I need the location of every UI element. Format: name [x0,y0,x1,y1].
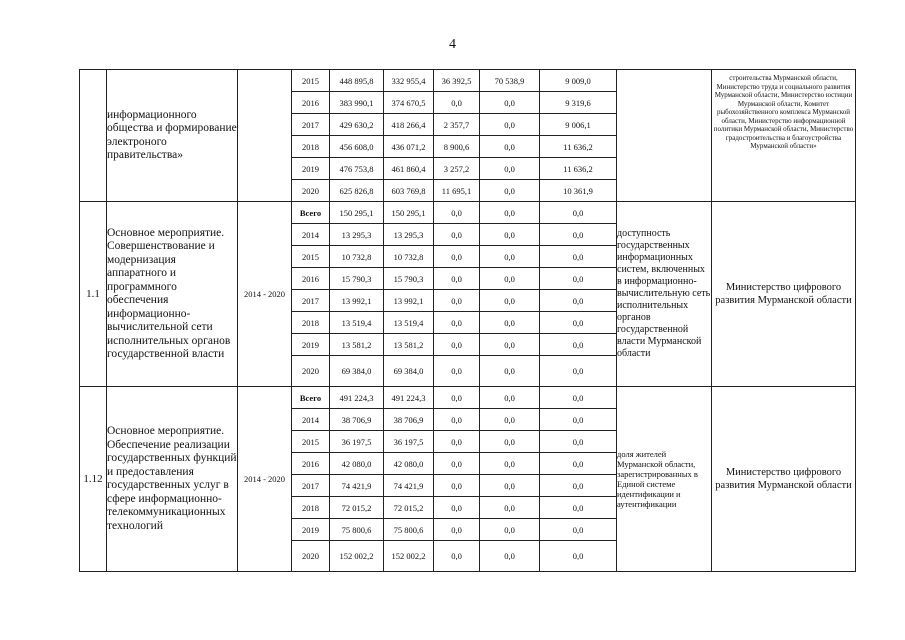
year-cell: 2019 [292,519,330,541]
value-cell: 0,0 [540,268,617,290]
value-cell: 0,0 [540,475,617,497]
value-cell: 0,0 [434,475,480,497]
value-cell: 0,0 [540,497,617,519]
value-cell: 72 015,2 [384,497,434,519]
value-cell: 0,0 [540,202,617,224]
value-cell: 0,0 [434,334,480,356]
value-cell: 75 800,6 [330,519,384,541]
row-number: 1.12 [80,387,107,572]
value-cell: 13 581,2 [330,334,384,356]
value-cell: 0,0 [480,268,540,290]
value-cell: 74 421,9 [384,475,434,497]
year-cell: Всего [292,202,330,224]
period-cell: 2014 - 2020 [238,387,292,572]
value-cell: 0,0 [480,541,540,572]
value-cell: 11 695,1 [434,180,480,202]
year-cell: 2017 [292,290,330,312]
value-cell: 0,0 [480,431,540,453]
value-cell: 38 706,9 [384,409,434,431]
value-cell: 0,0 [480,136,540,158]
value-cell: 36 197,5 [330,431,384,453]
value-cell: 0,0 [480,290,540,312]
value-cell: 3 257,2 [434,158,480,180]
year-cell: 2015 [292,246,330,268]
value-cell: 461 860,4 [384,158,434,180]
value-cell: 0,0 [434,202,480,224]
value-cell: 383 990,1 [330,92,384,114]
value-cell: 0,0 [540,409,617,431]
value-cell: 0,0 [540,246,617,268]
responsible-cell: Министерство цифрового развития Мурманской области [712,202,856,387]
year-cell: 2016 [292,453,330,475]
period-cell [238,70,292,202]
table-row [80,387,856,409]
value-cell: 70 538,9 [480,70,540,92]
responsible-cell: Министерство цифрового развития Мурманской области [712,387,856,572]
value-cell: 0,0 [480,356,540,387]
year-cell: 2016 [292,268,330,290]
value-cell: 42 080,0 [384,453,434,475]
activity-name: информационного общества и формирование электроного правительства» [107,70,238,202]
value-cell: 2 357,7 [434,114,480,136]
year-cell: 2018 [292,497,330,519]
value-cell: 476 753,8 [330,158,384,180]
year-cell: 2019 [292,334,330,356]
value-cell: 0,0 [540,356,617,387]
value-cell: 0,0 [480,312,540,334]
value-cell: 13 295,3 [384,224,434,246]
year-cell: 2020 [292,541,330,572]
value-cell: 0,0 [480,519,540,541]
value-cell: 436 071,2 [384,136,434,158]
year-cell: 2014 [292,409,330,431]
value-cell: 75 800,6 [384,519,434,541]
value-cell: 152 002,2 [330,541,384,572]
value-cell: 0,0 [434,246,480,268]
year-cell: 2017 [292,114,330,136]
value-cell: 69 384,0 [384,356,434,387]
value-cell: 9 006,1 [540,114,617,136]
year-cell: 2015 [292,431,330,453]
value-cell: 10 732,8 [384,246,434,268]
year-cell: 2020 [292,180,330,202]
value-cell: 0,0 [434,92,480,114]
value-cell: 0,0 [434,268,480,290]
value-cell: 0,0 [480,409,540,431]
value-cell: 0,0 [540,387,617,409]
value-cell: 491 224,3 [330,387,384,409]
value-cell: 0,0 [480,387,540,409]
value-cell: 150 295,1 [330,202,384,224]
value-cell: 0,0 [480,246,540,268]
row-number: 1.1 [80,202,107,387]
table-row [80,70,856,92]
year-cell: 2017 [292,475,330,497]
value-cell: 0,0 [540,312,617,334]
value-cell: 0,0 [434,312,480,334]
value-cell: 0,0 [434,431,480,453]
period-cell: 2014 - 2020 [238,202,292,387]
value-cell: 0,0 [540,290,617,312]
value-cell: 603 769,8 [384,180,434,202]
value-cell: 38 706,9 [330,409,384,431]
year-cell: 2016 [292,92,330,114]
value-cell: 0,0 [540,431,617,453]
value-cell: 418 266,4 [384,114,434,136]
indicator-cell: доля жителей Мурманской области, зарегистрированных в Единой системе идентификации и аутентификации [617,387,712,572]
value-cell: 15 790,3 [330,268,384,290]
value-cell: 13 519,4 [330,312,384,334]
value-cell: 0,0 [434,497,480,519]
value-cell: 0,0 [480,202,540,224]
value-cell: 11 636,2 [540,158,617,180]
value-cell: 0,0 [480,334,540,356]
value-cell: 13 519,4 [384,312,434,334]
year-cell: 2015 [292,70,330,92]
value-cell: 9 319,6 [540,92,617,114]
value-cell: 72 015,2 [330,497,384,519]
value-cell: 0,0 [540,541,617,572]
value-cell: 15 790,3 [384,268,434,290]
value-cell: 36 392,5 [434,70,480,92]
value-cell: 0,0 [434,356,480,387]
value-cell: 0,0 [540,453,617,475]
value-cell: 13 992,1 [384,290,434,312]
value-cell: 0,0 [480,180,540,202]
value-cell: 69 384,0 [330,356,384,387]
value-cell: 0,0 [540,224,617,246]
value-cell: 0,0 [480,114,540,136]
value-cell: 0,0 [480,92,540,114]
value-cell: 11 636,2 [540,136,617,158]
year-cell: 2020 [292,356,330,387]
row-number [80,70,107,202]
value-cell: 0,0 [434,224,480,246]
value-cell: 13 992,1 [330,290,384,312]
value-cell: 9 009,0 [540,70,617,92]
value-cell: 0,0 [434,290,480,312]
value-cell: 13 295,3 [330,224,384,246]
value-cell: 0,0 [480,224,540,246]
value-cell: 0,0 [434,409,480,431]
value-cell: 429 630,2 [330,114,384,136]
value-cell: 150 295,1 [384,202,434,224]
program-table [79,69,856,572]
value-cell: 0,0 [434,541,480,572]
value-cell: 0,0 [540,334,617,356]
indicator-cell [617,70,712,202]
page-number: 4 [449,37,456,52]
activity-name: Основное мероприятие. Обеспечение реализации государственных функций и предоставления государственных услуг в сфере информационно-телекоммуникационных технологий [107,387,238,572]
value-cell: 0,0 [434,387,480,409]
value-cell: 10 732,8 [330,246,384,268]
value-cell: 0,0 [480,158,540,180]
value-cell: 0,0 [480,497,540,519]
value-cell: 374 670,5 [384,92,434,114]
value-cell: 491 224,3 [384,387,434,409]
value-cell: 0,0 [434,519,480,541]
value-cell: 625 826,8 [330,180,384,202]
responsible-cell: строительства Мурманской области, Министерство труда и социального развития Мурманской области, Министерство юстиции Мурманской области, Комитет рыбохозяйственного комплекса Мурманской области, Министерство информационной политики Мурманской области, Министерство градостроительства и благоустройства Мурманской области» [712,70,856,202]
activity-name: Основное мероприятие. Совершенствование и модернизация аппаратного и программного обеспечения информационно-вычислительной сети исполнительных органов государственной власти [107,202,238,387]
value-cell: 448 895,8 [330,70,384,92]
value-cell: 456 608,0 [330,136,384,158]
value-cell: 10 361,9 [540,180,617,202]
value-cell: 36 197,5 [384,431,434,453]
year-cell: 2014 [292,224,330,246]
value-cell: 0,0 [434,453,480,475]
value-cell: 42 080,0 [330,453,384,475]
indicator-cell: доступность государственных информационных систем, включенных в информационно-вычислительную сеть исполнительных органов государственной власти Мурманской области [617,202,712,387]
year-cell: 2019 [292,158,330,180]
table-row [80,202,856,224]
year-cell: 2018 [292,136,330,158]
value-cell: 332 955,4 [384,70,434,92]
table-body [80,70,856,572]
value-cell: 152 002,2 [384,541,434,572]
value-cell: 0,0 [540,519,617,541]
value-cell: 0,0 [480,475,540,497]
value-cell: 8 900,6 [434,136,480,158]
year-cell: Всего [292,387,330,409]
year-cell: 2018 [292,312,330,334]
value-cell: 0,0 [480,453,540,475]
value-cell: 74 421,9 [330,475,384,497]
value-cell: 13 581,2 [384,334,434,356]
